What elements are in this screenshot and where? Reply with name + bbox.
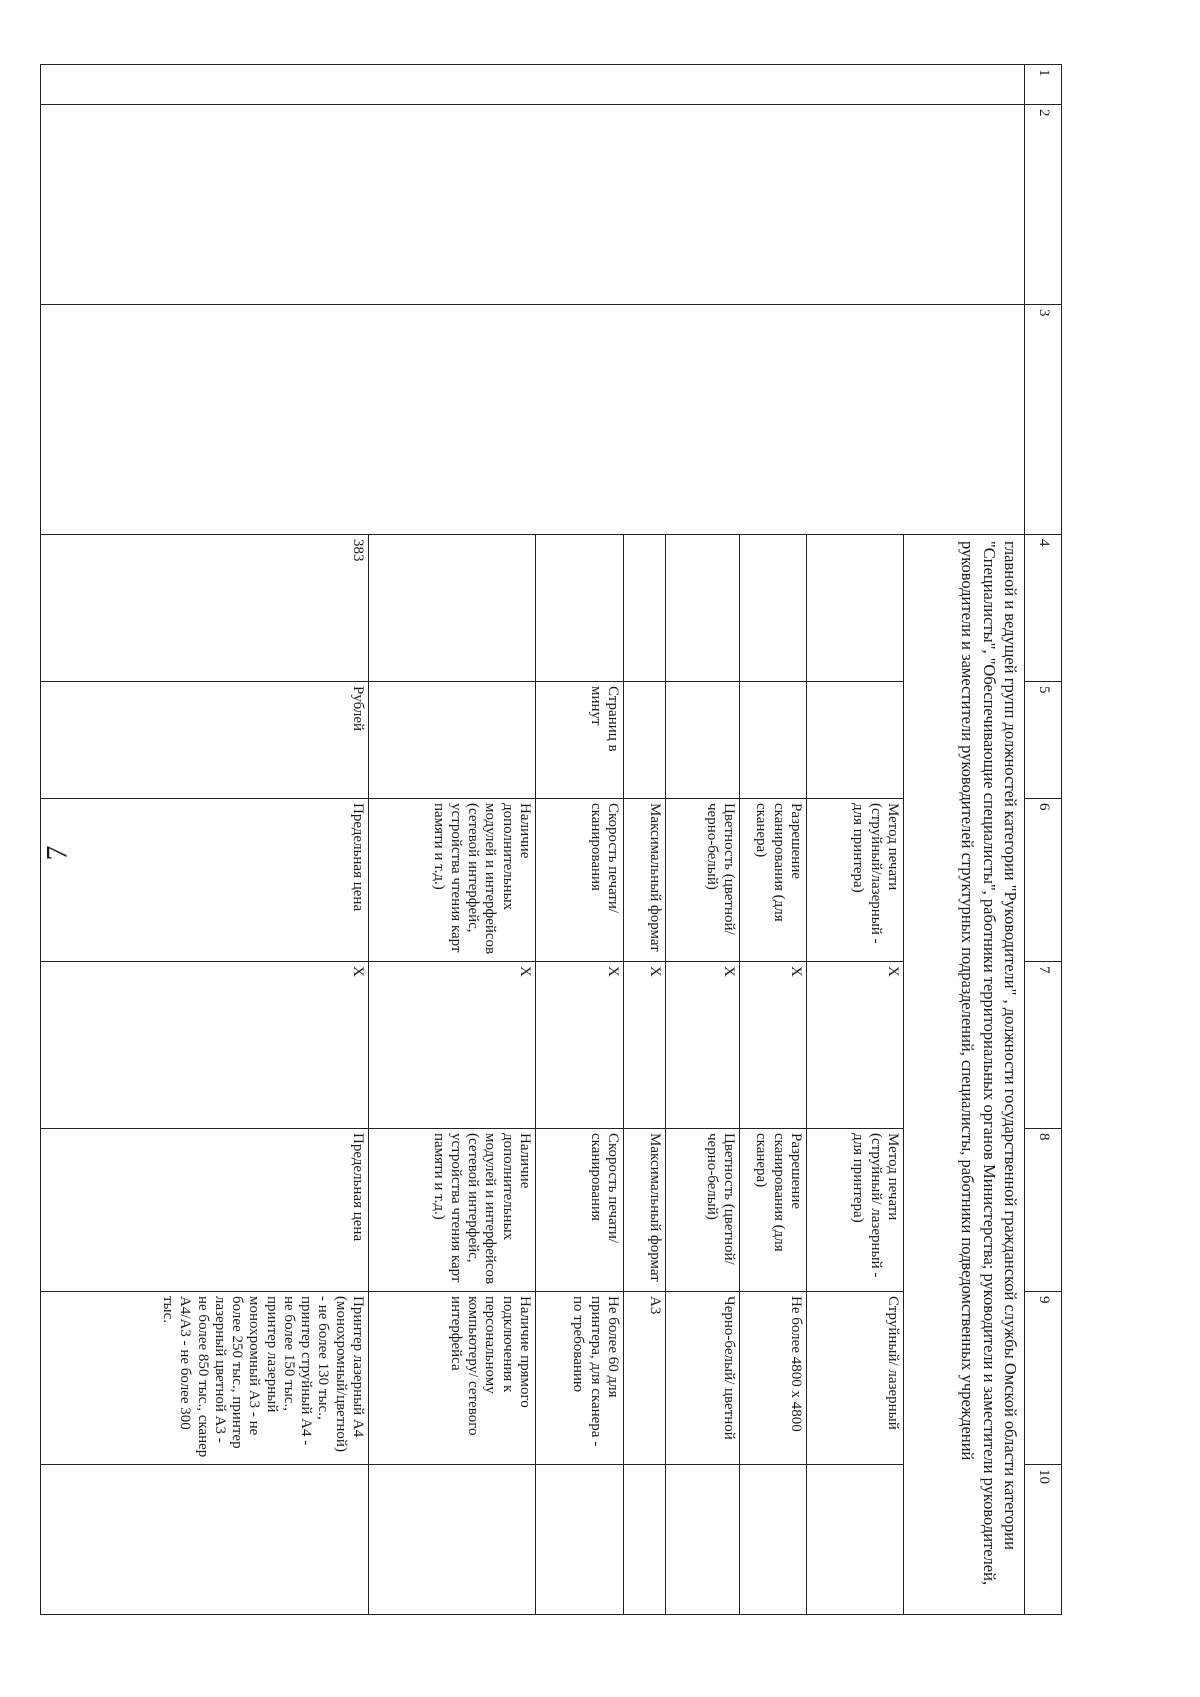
cell-value: X <box>369 962 536 1129</box>
table-row <box>536 65 624 1615</box>
cell-unit <box>666 682 740 799</box>
section-header: главной и ведущей групп должностей категории "Руководители" , должности государственной гражданской службы Омской области категории "Специалисты", "Обеспечивающие специалисты", работники территориальных органов Министерства; руководители и заместители руководителей, руководители и заместители руководителей структурных подразделений, специалисты, работники подведомственных учреждений <box>904 535 1025 1615</box>
cell-code <box>666 535 740 682</box>
column-number: 4 <box>1025 535 1062 682</box>
cell-code <box>369 535 536 682</box>
cell-characteristic-2: Скорость печати/ сканирования <box>536 1129 624 1292</box>
cell-value: X <box>740 962 807 1129</box>
column-number: 7 <box>1025 962 1062 1129</box>
section-header-row <box>904 65 1025 1615</box>
empty-cell <box>41 105 369 305</box>
cell-note <box>369 1465 536 1615</box>
cell-note <box>624 1465 666 1615</box>
cell-value-2: А3 <box>624 1292 666 1465</box>
table-row <box>807 65 904 1615</box>
empty-cell <box>369 105 536 305</box>
cell-value: X <box>807 962 904 1129</box>
cell-characteristic: Предельная цена <box>41 799 369 962</box>
empty-cell <box>369 65 536 105</box>
cell-value-2: Струйный/ лазерный <box>807 1292 904 1465</box>
empty-cell <box>807 65 904 105</box>
cell-unit <box>369 682 536 799</box>
column-number-row <box>1025 65 1062 1615</box>
empty-cell <box>666 65 740 105</box>
empty-cell <box>904 65 1025 105</box>
column-number: 1 <box>1025 65 1062 105</box>
cell-characteristic-2: Метод печати (струйный/ лазерный - для принтера) <box>807 1129 904 1292</box>
cell-code <box>536 535 624 682</box>
empty-cell <box>807 305 904 535</box>
cell-characteristic: Разрешение сканирования (для сканера) <box>740 799 807 962</box>
empty-cell <box>666 105 740 305</box>
empty-cell <box>624 65 666 105</box>
cell-unit <box>624 682 666 799</box>
cell-code: 383 <box>41 535 369 682</box>
cell-note <box>740 1465 807 1615</box>
cell-value-2: Не более 60 для принтера, для сканера - по требованию <box>536 1292 624 1465</box>
empty-cell <box>536 65 624 105</box>
column-number: 3 <box>1025 305 1062 535</box>
cell-value-2: Не более 4800 х 4800 <box>740 1292 807 1465</box>
empty-cell <box>740 305 807 535</box>
empty-cell <box>904 305 1025 535</box>
cell-note <box>666 1465 740 1615</box>
page-number: 7 <box>40 845 74 861</box>
cell-value: X <box>624 962 666 1129</box>
column-number: 10 <box>1025 1465 1062 1615</box>
empty-cell <box>740 105 807 305</box>
cell-characteristic: Максимальный формат <box>624 799 666 962</box>
empty-cell <box>41 305 369 535</box>
table-row <box>41 65 369 1615</box>
requirements-table <box>40 64 1062 1615</box>
empty-cell <box>41 65 369 105</box>
table-row <box>740 65 807 1615</box>
cell-note <box>536 1465 624 1615</box>
cell-characteristic: Метод печати (струйный/лазерный - для принтера) <box>807 799 904 962</box>
column-number: 5 <box>1025 682 1062 799</box>
column-number: 6 <box>1025 799 1062 962</box>
cell-unit <box>807 682 904 799</box>
table-row <box>624 65 666 1615</box>
empty-cell <box>624 105 666 305</box>
empty-cell <box>807 105 904 305</box>
table-row <box>666 65 740 1615</box>
empty-cell <box>536 105 624 305</box>
cell-characteristic: Цветность (цветной/ черно-белый) <box>666 799 740 962</box>
cell-value: X <box>41 962 369 1129</box>
cell-characteristic: Скорость печати/ сканирования <box>536 799 624 962</box>
empty-cell <box>666 305 740 535</box>
column-number: 8 <box>1025 1129 1062 1292</box>
column-number: 2 <box>1025 105 1062 305</box>
cell-value-2: Наличие прямого подключения к персональному компьютеру/ сетевого интерфейса <box>369 1292 536 1465</box>
cell-unit: Страниц в минут <box>536 682 624 799</box>
cell-characteristic: Наличие дополнительных модулей и интерфейсов (сетевой интерфейс, устройства чтения карт памяти и т.д.) <box>369 799 536 962</box>
cell-value: X <box>666 962 740 1129</box>
cell-value-2: Черно-белый/ цветной <box>666 1292 740 1465</box>
empty-cell <box>536 305 624 535</box>
cell-code <box>624 535 666 682</box>
empty-cell <box>904 105 1025 305</box>
column-number: 9 <box>1025 1292 1062 1465</box>
rotated-table-container <box>120 64 1062 1614</box>
cell-code <box>807 535 904 682</box>
cell-note <box>807 1465 904 1615</box>
empty-cell <box>740 65 807 105</box>
cell-unit <box>740 682 807 799</box>
cell-characteristic-2: Наличие дополнительных модулей и интерфейсов (сетевой интерфейс, устройства чтения карт памяти и т.д.) <box>369 1129 536 1292</box>
cell-characteristic-2: Максимальный формат <box>624 1129 666 1292</box>
table-row <box>369 65 536 1615</box>
cell-characteristic-2: Цветность (цветной/ черно-белый) <box>666 1129 740 1292</box>
cell-unit: Рублей <box>41 682 369 799</box>
cell-code <box>740 535 807 682</box>
cell-note <box>41 1465 369 1615</box>
cell-characteristic-2: Разрешение сканирования (для сканера) <box>740 1129 807 1292</box>
cell-value: X <box>536 962 624 1129</box>
cell-characteristic-2: Предельная цена <box>41 1129 369 1292</box>
empty-cell <box>624 305 666 535</box>
cell-value-2: Принтер лазерный А4 (монохромный/цветной) - не более 130 тыс., принтер струйный А4 - не более 150 тыс., принтер лазерный монохромный А3 - не более 250 тыс., принтер лазерный цветной А3 - не более 850 тыс., сканер А4/А3 - не более 300 тыс. <box>41 1292 369 1465</box>
empty-cell <box>369 305 536 535</box>
